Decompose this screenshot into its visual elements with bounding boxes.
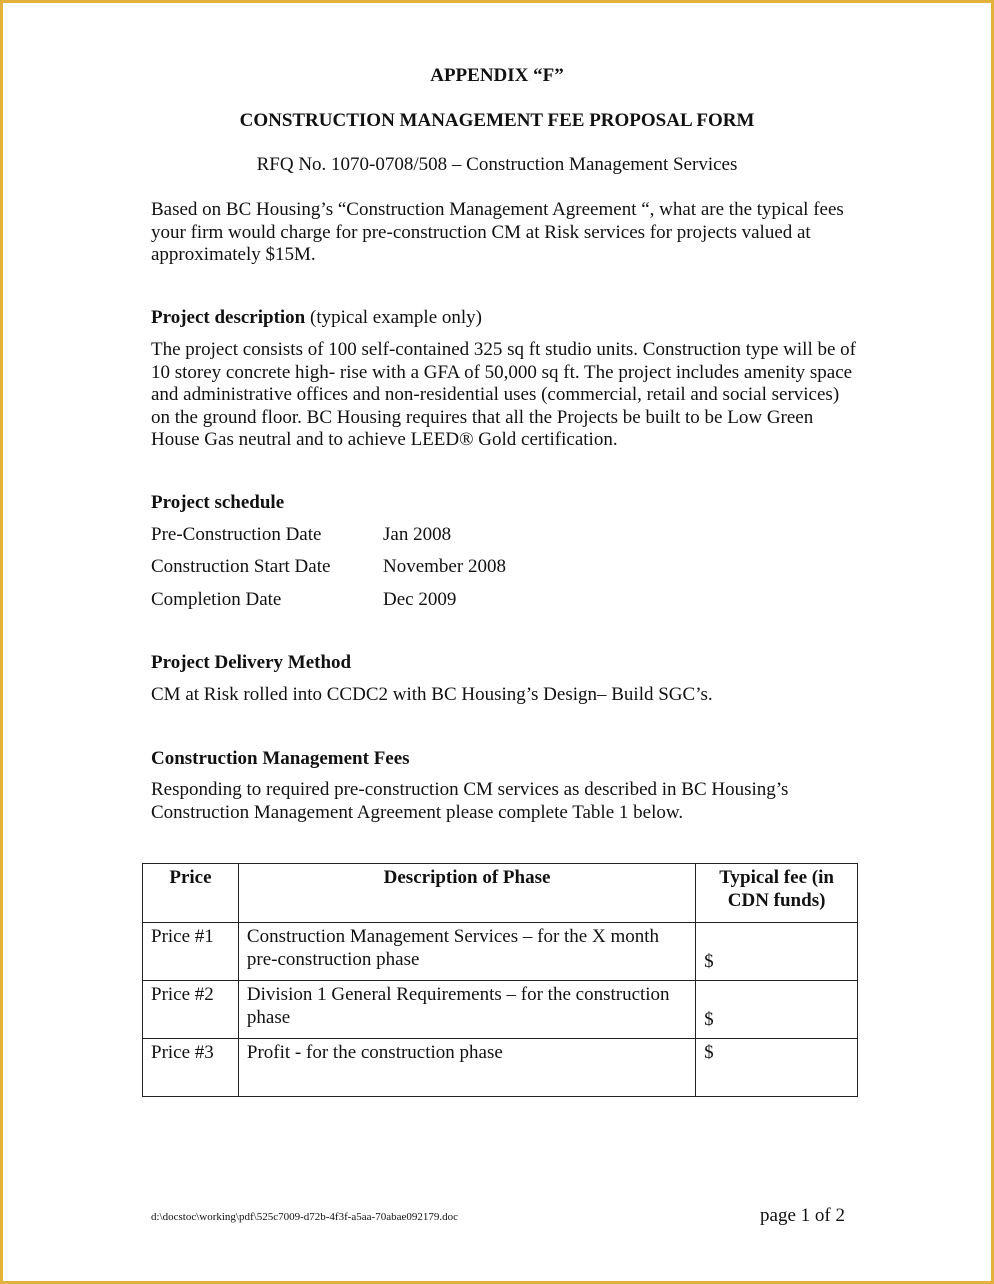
fee-table-header-row: [143, 864, 858, 923]
fee-currency: $: [704, 951, 714, 972]
schedule-label: Pre-Construction Date: [151, 524, 322, 545]
fee-table: [142, 863, 858, 1097]
fee-cell[interactable]: [696, 1039, 858, 1097]
description-cell: Construction Management Services – for the X month pre-construction phase: [238, 923, 695, 981]
schedule-value: Jan 2008: [383, 524, 452, 545]
description-cell: Division 1 General Requirements – for the construction phase: [238, 981, 695, 1039]
fee-cell[interactable]: [696, 981, 858, 1039]
fee-currency: $: [704, 1009, 714, 1030]
price-cell: Price #1: [143, 923, 239, 981]
appendix-label: APPENDIX “F”: [430, 65, 564, 86]
schedule-label: Construction Start Date: [151, 556, 331, 577]
price-cell: Price #2: [143, 981, 239, 1039]
delivery-method-heading: Project Delivery Method: [151, 652, 352, 673]
document-title: CONSTRUCTION MANAGEMENT FEE PROPOSAL FORM: [239, 110, 755, 131]
table-row: [143, 981, 858, 1039]
header-fee: Typical fee (in CDN funds): [696, 864, 858, 923]
schedule-value: Dec 2009: [383, 589, 457, 610]
fee-currency: $: [704, 1042, 714, 1063]
delivery-method-text: CM at Risk rolled into CCDC2 with BC Housing’s Design– Build SGC’s.: [151, 684, 713, 705]
price-cell: Price #3: [143, 1039, 239, 1097]
table-row: [143, 1039, 858, 1097]
header-description: Description of Phase: [238, 864, 695, 923]
project-description-heading-text: Project description: [151, 307, 306, 328]
schedule-value: November 2008: [383, 556, 506, 577]
cm-fees-heading: Construction Management Fees: [151, 748, 410, 769]
header-price: Price: [143, 864, 239, 923]
footer-file-path: d:\docstoc\working\pdf\525c7009-d72b-4f3f-a5aa-70abae092179.doc: [151, 1211, 458, 1223]
fee-cell[interactable]: [696, 923, 858, 981]
intro-paragraph: Based on BC Housing’s “Construction Management Agreement “, what are the typical fees your firm would charge for pre-construction CM at Risk services for projects valued at approximately $15M.: [151, 199, 844, 265]
rfq-line: RFQ No. 1070-0708/508 – Construction Management Services: [256, 154, 738, 175]
schedule-label: Completion Date: [151, 589, 282, 610]
project-description-text: The project consists of 100 self-contained 325 sq ft studio units. Construction type will be of 10 storey concrete high- rise with a GFA of 50,000 sq ft. The project includes amenity space and administrative offices and non-residential uses (commercial, retail and social services) on the ground floor. BC Housing requires that all the Projects be built to be Low Green House Gas neutral and to achieve LEED® Gold certification.: [151, 339, 857, 450]
cm-fees-text: Responding to required pre-construction CM services as described in BC Housing’s Construction Management Agreement please complete Table 1 below.: [151, 779, 789, 823]
project-description-heading-note: (typical example only): [305, 307, 482, 328]
table-row: [143, 923, 858, 981]
project-description-heading: [151, 307, 861, 330]
description-cell: Profit - for the construction phase: [238, 1039, 695, 1097]
project-schedule-heading: Project schedule: [151, 492, 285, 513]
page-number: page 1 of 2: [760, 1205, 845, 1226]
